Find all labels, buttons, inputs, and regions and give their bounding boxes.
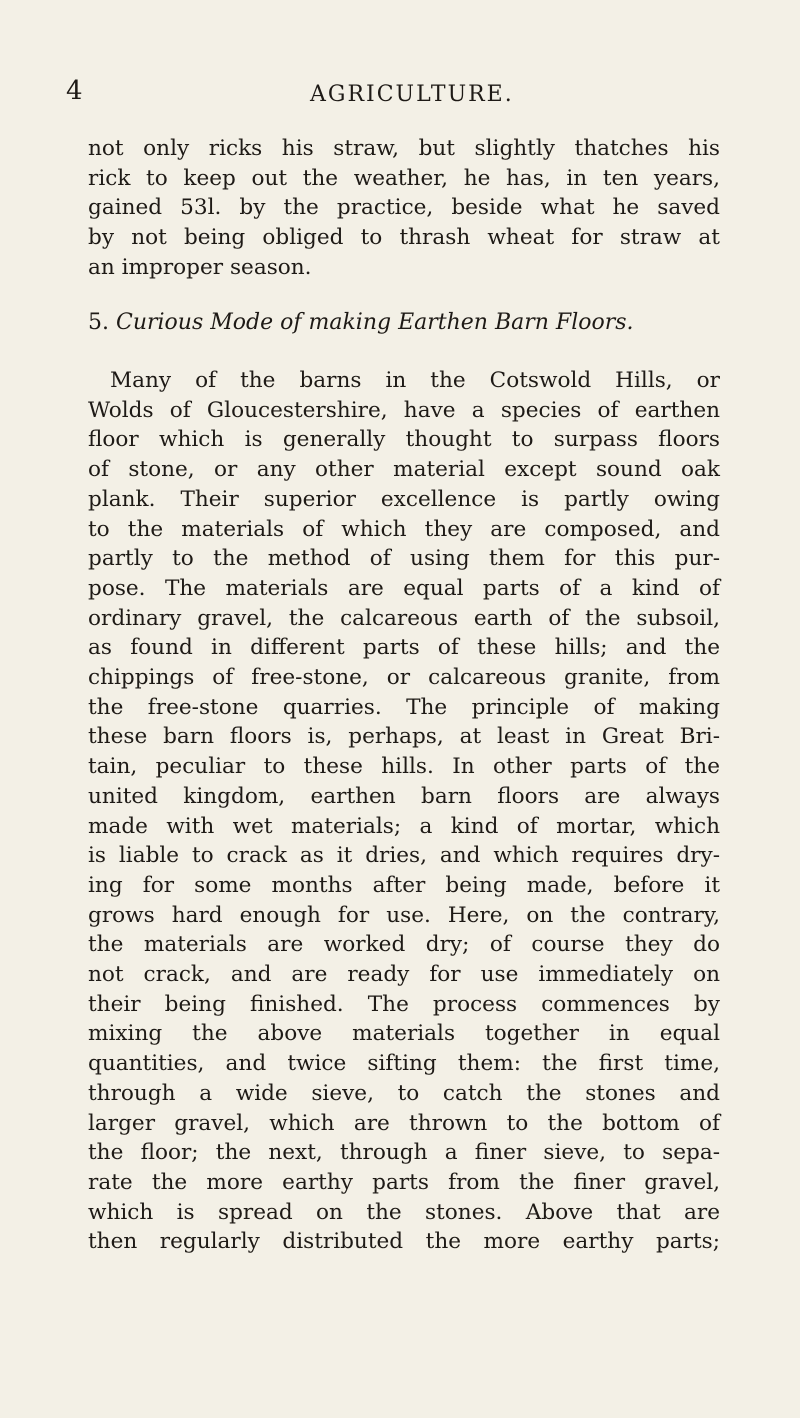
text-line: not crack, and are ready for use immediately on [88,962,720,988]
text-line: made with wet materials; a kind of mortar, which [88,813,720,839]
text-line: rate the more earthy parts from the finer gravel, [88,1169,720,1195]
text-line: of stone, or any other material except sound oak [88,457,720,483]
text-line: mixing the above materials together in equal [88,1021,720,1047]
section-title: Curious Mode of making Earthen Barn Floors. [116,310,634,335]
text-line: ordinary gravel, the calcareous earth of the subsoil, [88,605,720,631]
page-number: 4 [66,76,83,106]
text-line: tain, peculiar to these hills. In other parts of the [88,754,720,780]
text-line: united kingdom, earthen barn floors are always [88,783,720,809]
text-line: ing for some months after being made, before it [88,872,720,898]
text-line: larger gravel, which are thrown to the bottom of [88,1110,720,1136]
paragraph-body [88,366,720,1257]
text-line: quantities, and twice sifting them: the first time, [88,1051,720,1077]
text-line: their being finished. The process commences by [88,991,720,1017]
text-line: Many of the barns in the Cotswold Hills, or [110,368,720,393]
text-line: rick to keep out the weather, he has, in ten years, [88,165,720,191]
text-line: an improper season. [88,254,312,280]
text-line: pose. The materials are equal parts of a kind of [88,575,720,601]
paragraph-continuation [88,134,720,283]
text-line: these barn floors is, perhaps, at least in Great Bri- [88,724,720,750]
text-line: plank. Their superior excellence is partly owing [88,486,720,512]
text-line: by not being obliged to thrash wheat for straw at [88,225,720,251]
text-line: gained 53l. by the practice, beside what he saved [88,195,720,221]
text-line: the floor; the next, through a finer sieve, to sepa- [88,1140,720,1166]
text-line: chippings of free-stone, or calcareous granite, from [88,665,720,691]
text-line: which is spread on the stones. Above that are [88,1199,720,1225]
text-line: partly to the method of using them for this pur- [88,546,720,572]
section-number: 5. [88,310,109,335]
running-head: AGRICULTURE. [310,82,514,107]
text-line: the materials are worked dry; of course they do [88,932,720,958]
text-line: the free-stone quarries. The principle of making [88,694,720,720]
text-line: grows hard enough for use. Here, on the contrary, [88,902,720,928]
text-line: floor which is generally thought to surpass floors [88,427,720,453]
text-line: to the materials of which they are composed, and [88,516,720,542]
text-line: through a wide sieve, to catch the stones and [88,1080,720,1106]
section-heading [88,308,720,338]
text-line: then regularly distributed the more earthy parts; [88,1229,720,1255]
text-line: is liable to crack as it dries, and which requires dry- [88,843,720,869]
text-line: not only ricks his straw, but slightly thatches his [88,136,720,161]
text-line: as found in different parts of these hills; and the [88,635,720,661]
text-line: Wolds of Gloucestershire, have a species of earthen [88,397,720,423]
